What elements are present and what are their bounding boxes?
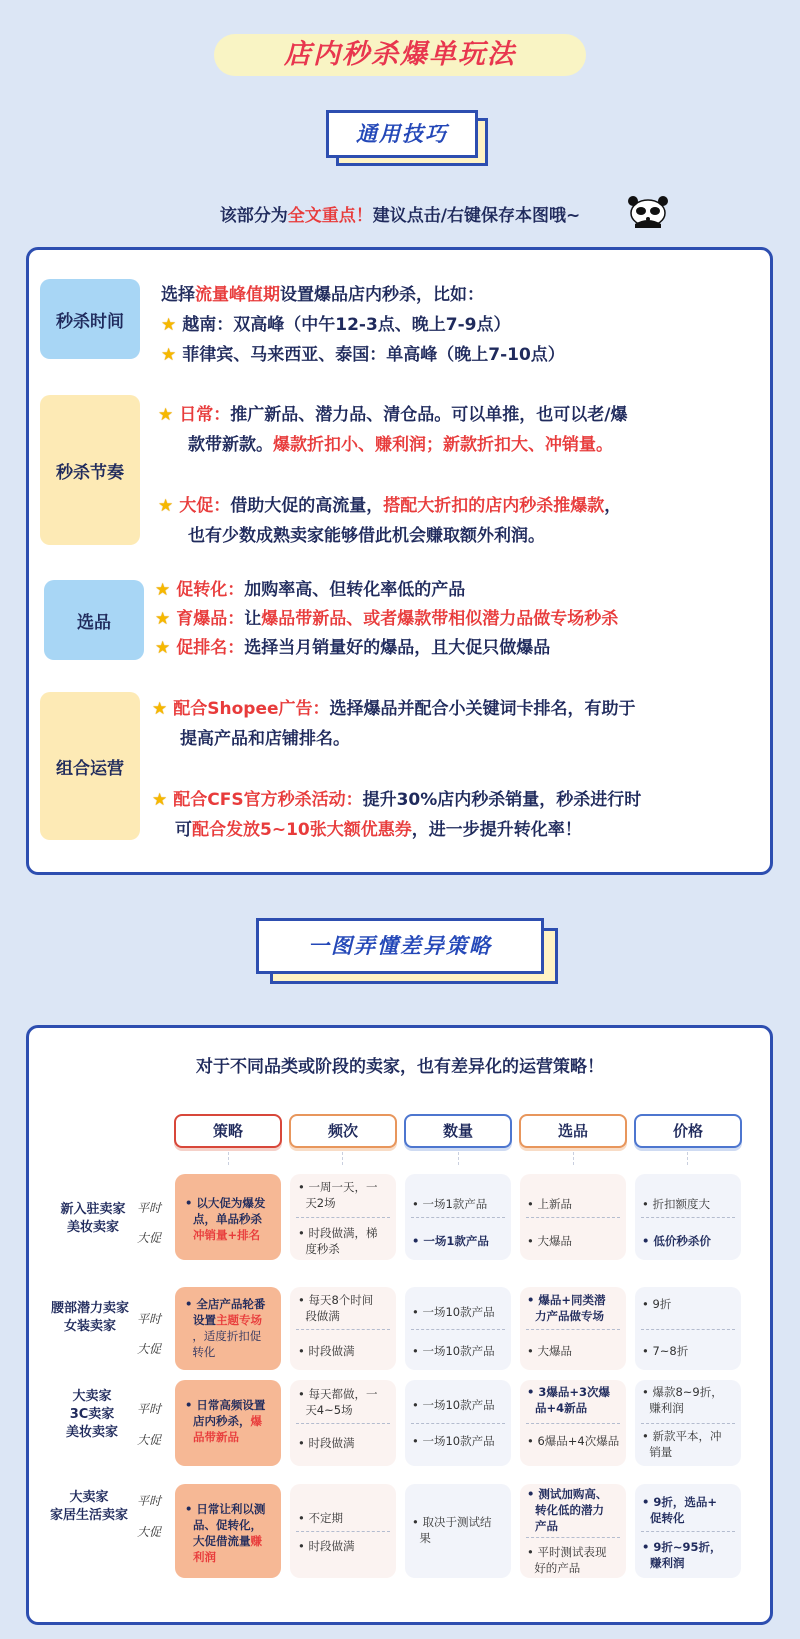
freq-promo: • 时段做满 bbox=[298, 1436, 355, 1450]
row-divider bbox=[526, 1537, 620, 1538]
sel-daily: • 上新品 bbox=[527, 1197, 572, 1211]
star-icon: ★ bbox=[152, 790, 168, 810]
label-combined-operation: 组合运营 bbox=[40, 692, 140, 840]
select-line-1: ★ 促转化：加购率高、但转化率低的产品 bbox=[155, 575, 465, 605]
tag-daily: 平时 bbox=[137, 1402, 162, 1416]
row-divider bbox=[526, 1329, 620, 1330]
star-icon: ★ bbox=[155, 638, 171, 658]
combo-ads-line-1: ★ 配合Shopee广告：选择爆品并配合小关键词卡排名，有助于 bbox=[152, 694, 636, 724]
qty-promo: • 一场1款产品 bbox=[412, 1234, 489, 1248]
header-frequency: 频次 bbox=[289, 1114, 397, 1148]
sel-daily: • 测试加购高、 转化低的潜力 产品 bbox=[527, 1487, 608, 1533]
label-flash-sale-time: 秒杀时间 bbox=[40, 279, 140, 359]
sel-promo: • 平时测试表现 好的产品 bbox=[527, 1545, 607, 1575]
strategy-text: • 日常让利以测 品、促转化， 大促借流量赚 利润 bbox=[185, 1502, 266, 1564]
column-divider bbox=[687, 1147, 688, 1165]
column-divider bbox=[342, 1147, 343, 1165]
row-divider bbox=[296, 1329, 390, 1330]
qty-both: • 取决于测试结 果 bbox=[412, 1515, 492, 1545]
star-icon: ★ bbox=[155, 609, 171, 629]
freq-daily: • 一周一天，一 天2场 bbox=[298, 1180, 378, 1210]
tag-daily: 平时 bbox=[137, 1494, 162, 1508]
qty-daily: • 一场10款产品 bbox=[412, 1398, 495, 1412]
freq-daily: • 不定期 bbox=[298, 1511, 343, 1525]
rhythm-promo-line-1: ★ 大促：借助大促的高流量，搭配大折扣的店内秒杀推爆款， bbox=[158, 491, 621, 521]
price-promo: • 7~8折 bbox=[642, 1344, 689, 1358]
select-line-3: ★ 促排名：选择当月销量好的爆品，且大促只做爆品 bbox=[155, 633, 550, 663]
time-line-2: ★ 越南：双高峰（中午12-3点、晚上7-9点） bbox=[161, 310, 511, 340]
price-promo: • 低价秒杀价 bbox=[642, 1234, 711, 1248]
qty-promo: • 一场10款产品 bbox=[412, 1344, 495, 1358]
strategy-text: • 日常高频设置 店内秒杀，爆 品带新品 bbox=[185, 1398, 266, 1444]
row-divider bbox=[641, 1217, 735, 1218]
combo-ads-line-2: 提高产品和店铺排名。 bbox=[180, 729, 350, 749]
column-divider bbox=[573, 1147, 574, 1165]
rhythm-daily-line-2: 款带新款。爆款折扣小、赚利润；新款折扣大、冲销量。 bbox=[188, 435, 613, 455]
select-line-2: ★ 育爆品：让爆品带新品、或者爆款带相似潜力品做专场秒杀 bbox=[155, 604, 618, 634]
section-banner-strategy: 一图弄懂差异策略 bbox=[256, 918, 544, 974]
seller-type: 腰部潜力卖家 女装卖家 bbox=[50, 1301, 129, 1334]
price-daily: • 爆款8~9折， 赚利润 bbox=[642, 1385, 723, 1415]
sel-daily: • 3爆品+3次爆 品+4新品 bbox=[527, 1385, 610, 1415]
seller-type: 大卖家 家居生活卖家 bbox=[49, 1490, 128, 1523]
sel-promo: • 大爆品 bbox=[527, 1344, 572, 1358]
column-divider bbox=[458, 1147, 459, 1165]
page-title: 店内秒杀爆单玩法 bbox=[214, 34, 586, 76]
freq-promo: • 时段做满 bbox=[298, 1539, 355, 1553]
star-icon: ★ bbox=[158, 496, 174, 516]
row-divider bbox=[411, 1423, 505, 1424]
strategy-text: • 全店产品轮番 设置主题专场 ，适度折扣促 转化 bbox=[185, 1297, 266, 1359]
tag-promo: 大促 bbox=[137, 1433, 162, 1447]
price-promo: • 新款平本，冲 销量 bbox=[642, 1429, 722, 1459]
sel-promo: • 大爆品 bbox=[527, 1234, 572, 1248]
label-product-selection: 选品 bbox=[44, 580, 144, 660]
freq-daily: • 每天8个时间 段做满 bbox=[298, 1293, 374, 1323]
star-icon: ★ bbox=[155, 580, 171, 600]
save-tip: 该部分为全文重点！建议点击/右键保存本图哦~ bbox=[219, 206, 581, 226]
sel-promo: • 6爆品+4次爆品 bbox=[527, 1434, 620, 1448]
sel-daily: • 爆品+同类潜 力产品做专场 bbox=[527, 1293, 606, 1323]
price-promo: • 9折~95折， 赚利润 bbox=[642, 1540, 722, 1570]
star-icon: ★ bbox=[161, 345, 177, 365]
price-daily: • 折扣额度大 bbox=[642, 1197, 710, 1211]
header-strategy: 策略 bbox=[174, 1114, 282, 1148]
tag-daily: 平时 bbox=[137, 1312, 162, 1326]
strategy-subtitle: 对于不同品类或阶段的卖家，也有差异化的运营策略！ bbox=[196, 1057, 604, 1077]
row-divider bbox=[411, 1217, 505, 1218]
column-divider bbox=[228, 1147, 229, 1165]
freq-promo: • 时段做满，梯 度秒杀 bbox=[298, 1226, 378, 1256]
row-divider bbox=[526, 1423, 620, 1424]
row-divider bbox=[296, 1531, 390, 1532]
row-divider bbox=[296, 1423, 390, 1424]
freq-promo: • 时段做满 bbox=[298, 1344, 355, 1358]
row-divider bbox=[641, 1329, 735, 1330]
freq-daily: • 每天都做，一 天4~5场 bbox=[298, 1387, 378, 1417]
tag-daily: 平时 bbox=[137, 1201, 162, 1215]
label-flash-sale-rhythm: 秒杀节奏 bbox=[40, 395, 140, 545]
strategy-text: • 以大促为爆发 点，单品秒杀 冲销量+排名 bbox=[185, 1196, 266, 1242]
tag-promo: 大促 bbox=[137, 1525, 162, 1539]
header-price: 价格 bbox=[634, 1114, 742, 1148]
time-line-3: ★ 菲律宾、马来西亚、泰国：单高峰（晚上7-10点） bbox=[161, 340, 565, 370]
row-divider bbox=[411, 1329, 505, 1330]
tag-promo: 大促 bbox=[137, 1231, 162, 1245]
time-line-1: 选择流量峰值期设置爆品店内秒杀，比如： bbox=[161, 285, 484, 305]
rhythm-daily-line-1: ★ 日常：推广新品、潜力品、清仓品。可以单推，也可以老/爆 bbox=[158, 400, 627, 430]
star-icon: ★ bbox=[158, 405, 174, 425]
qty-daily: • 一场1款产品 bbox=[412, 1197, 488, 1211]
tag-promo: 大促 bbox=[137, 1342, 162, 1356]
row-divider bbox=[526, 1217, 620, 1218]
combo-cfs-line-1: ★ 配合CFS官方秒杀活动：提升30%店内秒杀销量，秒杀进行时 bbox=[152, 785, 641, 815]
section-banner-general-tips: 通用技巧 bbox=[326, 110, 478, 158]
price-daily: • 9折 bbox=[642, 1297, 672, 1311]
star-icon: ★ bbox=[152, 699, 168, 719]
row-divider bbox=[641, 1423, 735, 1424]
header-quantity: 数量 bbox=[404, 1114, 512, 1148]
header-selection: 选品 bbox=[519, 1114, 627, 1148]
star-icon: ★ bbox=[161, 315, 177, 335]
combo-cfs-line-2: 可配合发放5~10张大额优惠券，进一步提升转化率！ bbox=[175, 820, 582, 840]
row-divider bbox=[296, 1217, 390, 1218]
rhythm-promo-line-2: 也有少数成熟卖家能够借此机会赚取额外利润。 bbox=[188, 526, 545, 546]
panda-emoji-icon bbox=[625, 194, 671, 228]
row-divider bbox=[641, 1531, 735, 1532]
seller-type: 大卖家 3C卖家 美妆卖家 bbox=[65, 1389, 118, 1440]
seller-type: 新入驻卖家 美妆卖家 bbox=[60, 1202, 126, 1235]
price-daily: • 9折，选品+ 促转化 bbox=[642, 1495, 717, 1525]
qty-daily: • 一场10款产品 bbox=[412, 1305, 495, 1319]
qty-promo: • 一场10款产品 bbox=[412, 1434, 495, 1448]
